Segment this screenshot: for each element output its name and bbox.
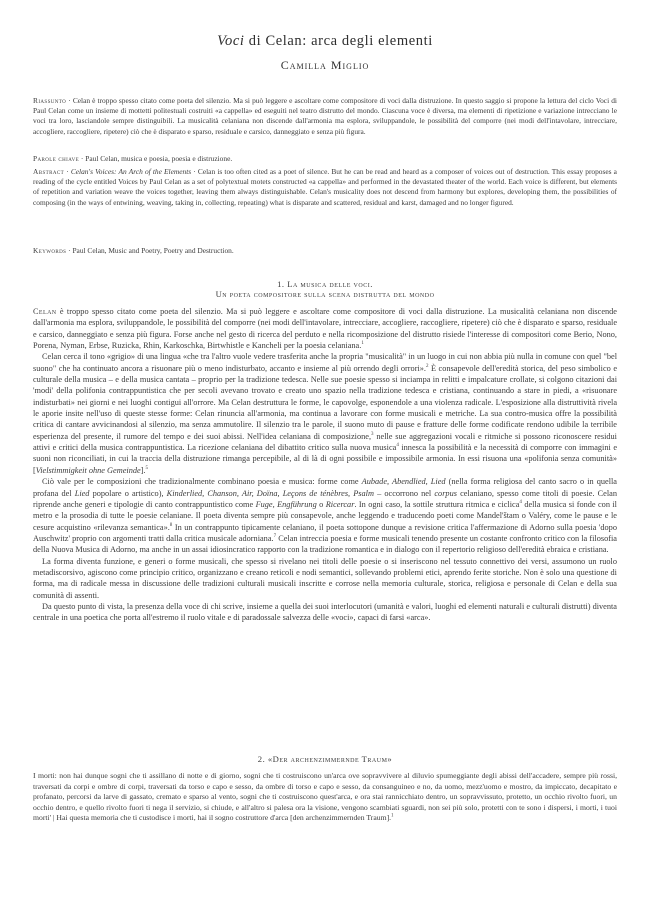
article-title (33, 33, 617, 50)
abstract-english-text: Celan is too often cited as a poet of silence. But he can be read and heard as a composer of voices out of destruction. This essay proposes a reading of the cycle entitled Voices by Paul Celan as a set of polytextual motets constructed «a cappella» and performed in the devastated theater of the world. Each voice is different, but elements of repetition and variation weave the voices together, leaving them always distinguishable. Celan's musicality does not descend from harmony but explores, developing them, the possibilities of composing (in the ways of entwining, weaving, taking in, collecting, repeating) what is disparate and scattered, residual and karst, damaged and no longer figured. (33, 167, 617, 207)
paragraph-2-text-end: ]. (140, 465, 146, 475)
paragraph-3-ricercar: Ricercar (325, 499, 355, 509)
paragraph-1-text: è troppo spesso citato come poeta del silenzio. Ma si può leggere e ascoltare come compositore di voci dalla distruzione. La musicalità celaniana non discende dall'armonia ma esplora, sviluppandole, le possibilità del comporre (nei modi dell'intavolare, intrecciare, accogliere, raccogliere, ripetere) ciò che è disparato e sparso, residuale e carsico, danneggiato e senza più figura. Forse anche nel gesto di ricerca del perduto e nella ricomposizione del distrutto risiede l'interesse di compositori come Berio, Nono, Porena, Nyman, Erbse, Ruzicka, Rhin, Karkoschka, Birtwhistle e Kancheli per la poesia celaniana. (33, 307, 617, 351)
paragraph-2-german: Vielstimmigkeit ohne Gemeinde (35, 465, 141, 475)
section-1-heading: 1. La musica delle voci. (277, 279, 373, 289)
keywords-english-text: Paul Celan, Music and Poetry, Poetry and Destruction. (72, 246, 234, 255)
paragraph-3-text-g: . In ogni caso, la sottile struttura ritmica e ciclica (354, 499, 520, 509)
footnote-ref: 8 (169, 522, 173, 528)
paragraph-3-text-f: o (316, 499, 326, 509)
paragraph-3-text-a: Ciò vale per le composizioni che tradizionalmente combinano poesia e musica: forme come (42, 477, 362, 487)
paragraph-3-text-i: In un contrappunto tipicamente celaniano, il poeta sottopone dunque a revisione critica l'affermazione di Adorno sulla poesia 'dopo Auschwitz' proprio con argomenti tratti dalla critica musicale adorniana. (33, 522, 617, 543)
footnote-ref: 7 (273, 534, 277, 540)
paragraph-3 (33, 476, 617, 555)
footnote-ref: 1 (391, 813, 394, 819)
paragraph-3-forms-2: Kinderlied, Chanson, Air, Doïna, Leçons de ténèbres, Psalm (166, 488, 374, 498)
keywords-italian-text: Paul Celan, musica e poesia, poesia e distruzione. (85, 154, 233, 163)
article-author: Camilla Miglio (280, 58, 370, 72)
footnote-ref: 2 (426, 363, 429, 369)
paragraph-3-lied: Lied (74, 488, 90, 498)
keywords-italian-label: Parole chiave (33, 154, 80, 163)
section-2-heading: 2. «Der archenzimmernde Traum» (257, 754, 393, 764)
keywords-italian: Parole chiave · Paul Celan, musica e poesia, poesia e distruzione. (33, 154, 233, 163)
abstract-italian: Riassunto · Celan è troppo spesso citato come poeta del silenzio. Ma si può leggere e ascoltare come compositore di voci dalla distruzione. In questo saggio si propone la lettura del ciclo Voci di Paul Celan come un insieme di mottetti politestuali costruiti «a cappella» ed eseguiti nel teatro distrutto del mondo. Ciascuna voce è diversa, ma elementi di ripetizione e variazione intrecciano le voci tra loro, lasciandole sempre distinguibili. La musicalità celaniana non discende dall'armonia ma esplora, sviluppandole, le possibilità del comporre (nei modi dell'intavolare, intrecciare, accogliere, raccogliere, ripetere) ciò che è disparato e sparso, residuale e carsico, danneggiato e senza più figura. (33, 96, 617, 136)
paragraph-3-text-b: (nella forma religiosa del canto sacro o in quella profana del (33, 477, 617, 498)
paragraph-2-text-a: Celan cerca il tono «grigio» di una lingua «che tra l'altro vuole vedere trasferita anche la propria "musicalità" in un luogo in cui non abbia più nulla in comune con quel "bel suono" che ha continuato ancora a risuonare più o meno indisturbato, accanto e insieme al più orrendo degli orrori». (33, 352, 617, 373)
paragraph-5: Da questo punto di vista, la presenza della voce di chi scrive, insieme a quella dei suoi interlocutori (umanità e valori, luoghi ed elementi naturali e culturali distrutti) diventa centrale in una poetica che porta all'estremo il ruolo vitale e di paradossale salvezza delle «voci», capaci di farsi «arca». (33, 601, 617, 623)
paragraph-4: La forma diventa funzione, e generi o forme musicali, che spesso si rivelano nei titoli delle poesie o si inseriscono nel tessuto connettivo dei versi, assumono un ruolo metadiscorsivo, agiscono come principio critico, organizzano e creano reticoli e nodi semantici, sollevando problemi etici, aprendo ferite storiche. Non è solo una questione di forma, ma di radicale messa in discussione delle tradizioni culturali musicali inscritte e corrose nella memoria culturale, storica, religiosa e personale di Celan e della sua comunità di assenti. (33, 556, 617, 600)
abstract-italian-text: Celan è troppo spesso citato come poeta del silenzio. Ma si può leggere e ascoltare come compositore di voci dalla distruzione. In questo saggio si propone la lettura del ciclo Voci di Paul Celan come un insieme di mottetti politestuali costruiti «a cappella» ed eseguiti nel teatro distrutto del mondo. Ciascuna voce è diversa, ma elementi di ripetizione e variazione intrecciano le voci tra loro, lasciandole sempre distinguibili. La musicalità celaniana non discende dall'armonia ma esplora, sviluppandole, le possibilità del comporre (nei modi dell'intavolare, intrecciare, accogliere, raccogliere, ripetere) ciò che è disparato e sparso, residuale e carsico, danneggiato e senza più figura. (33, 96, 617, 136)
abstract-english-title: Celan's Voices: An Arch of the Elements (70, 167, 192, 176)
abstract-english: Abstract · Celan's Voices: An Arch of the Elements · Celan is too often cited as a poet of silence. But he can be read and heard as a composer of voices out of destruction. This essay proposes a reading of the cycle entitled Voices by Paul Celan as a set of polytextual motets constructed «a cappella» and performed in the devastated theater of the world. Each voice is different, but elements of repetition and variation weave the voices together, leaving them always distinguishable. Celan's musicality does not descend from harmony but explores, developing them, the possibilities of composing (in the ways of entwining, weaving, taking in, collecting, repeating) what is disparate and scattered, residual and karst, damaged and no longer figured. (33, 167, 617, 207)
paragraph-1-lead: Celan (33, 307, 57, 316)
paragraph-2 (33, 351, 617, 476)
title-rest: di Celan: arca degli elementi (244, 33, 433, 49)
paragraph-3-text-c: popolare o artistico), (89, 488, 167, 498)
footnote-ref: 3 (371, 432, 374, 438)
section-1-body (33, 306, 617, 624)
paragraph-3-forms-1: Aubade, Abendlied, Lied (361, 477, 446, 487)
paragraph-2-text-d: innesca la possibilità e la necessità di comporre con immagini e suoni non riconciliati, in cui la traccia della distruzione rimanga percepibile, al di là di ogni possibile e impossibile armonia. In essi risuona una «polifonia senza comunità» [ (33, 443, 617, 475)
paragraph-3-text-d: – occorrono nel (373, 488, 435, 498)
abstract-italian-label: Riassunto (33, 96, 67, 105)
keywords-english-label: Keywords (33, 246, 67, 255)
paragraph-3-text-e: celaniano, spesso come titoli di poesie. Celan riprende anche generi e tipologie di canto contrappuntistico come (33, 488, 617, 509)
paragraph-2-text-c: nelle sue aggregazioni vocali e ritmiche si possono riconoscere residui attivi e critici della musica contrappuntistica. La ricezione celaniana del dibattito critico sulla nuova musica (33, 431, 617, 453)
paragraph-1 (33, 306, 617, 351)
paragraph-3-text-h: della musica si fonde con il metro e la prosodia di tutte le poesie celaniane. Il poeta diventa sempre più consapevole, anche leggendo e traducendo poeti come Mandel'štam o Valéry, come le pause e le cesure acquistino «rilevanza semantica». (33, 499, 617, 532)
section-1-subheading: Un poeta compositore sulla scena distrutta del mondo (215, 289, 435, 299)
footnote-ref: 5 (145, 466, 149, 472)
poem-text: I morti: non hai dunque sogni che ti assillano di notte e di giorno, sogni che ti costruiscono un'arca ove sopravvivere al diluvio spumeggiante degli abissi dell'accadere, sempre più rossi, traversati da corpi e ombre di corpi, traversati da torso e capo e sesso, da ombre di torso e capo e sesso, da consanguineo e no, da uomo, mezz'uomo e mostro, da impiccato, decapitato e profanato, percorsi da larve di gassato, cremato e sparso al vento, sogni che ti costruiscono quest'arca, e ora stai rannicchiato dentro, un sopravvissuto, protetto, un occhio rivolto fuori, un occhio dentro, e quello rivolto fuori ti nega il servizio, si chiude, e all'altro si palesa ora la visione, vengono scambiati sguardi, non sei più solo, protetti con te sono i dispersi, i morti, i tuoi morti' | Hai questa memoria che ti custodisce i morti, hai il sogno costruttore d'arca [den archenzimmernden Traum]. (33, 771, 617, 822)
paragraph-3-text-j: Celan intreccia poesia e forme musicali tenendo presente un costante confronto critico con la filosofia della Nuova Musica di Adorno, ma anche in un assai idiosincratico rapporto con la tradizione romantica e in dialogo con il repertorio religioso dell'eredità ebraica e cristiana. (33, 533, 617, 555)
footnote-ref: 1 (361, 341, 364, 347)
footnote-ref: 4 (519, 500, 522, 506)
keywords-english: Keywords · Paul Celan, Music and Poetry, Poetry and Destruction. (33, 246, 234, 255)
paragraph-3-corpus: corpus (434, 488, 457, 498)
poem-excerpt (33, 771, 617, 824)
abstract-english-label: Abstract (33, 167, 65, 176)
paragraph-2-text-b: È consapevole dell'eredità storica, del peso simbolico e culturale della musica – e della musica cantata – proprio per la tradizione tedesca. Nelle sue poesie spesso si inciampa in relitti e impalcature crollate, si colgono citazioni dai 'modi' della polifonia contrappuntistica che per secoli avevano trovato e creato uno spazio nella tradizione tedesca e cristiana, continuando a stare in piedi, a «risuonare indisturbati» nei giorni e nei luoghi contigui all'orrore. Ma Celan destruttura le forme, le capovolge, esponendole a una violenza radicale. L'esposizione alla distruttività rivela le aporie insite nell'uso di queste stesse forme: Celan rinuncia all'armonia, ma continua a lavorare con forme musicali e metriche. La sua contro-musica offre la possibilità critica di cantare avvicinandosi al silenzio, ma senza ammutolire. Il silenzio tra le parole, il suono muto di pause e fratture delle forme codificate rendono udibile la terribile esperienza del presente, il rumore del tempo e dei suoi abissi. Nell'idea celaniana di composizione, (33, 363, 617, 441)
title-italic: Voci (217, 33, 245, 49)
footnote-ref: 4 (396, 443, 399, 449)
paragraph-3-forms-3: Fuge, Engführung (255, 499, 317, 509)
